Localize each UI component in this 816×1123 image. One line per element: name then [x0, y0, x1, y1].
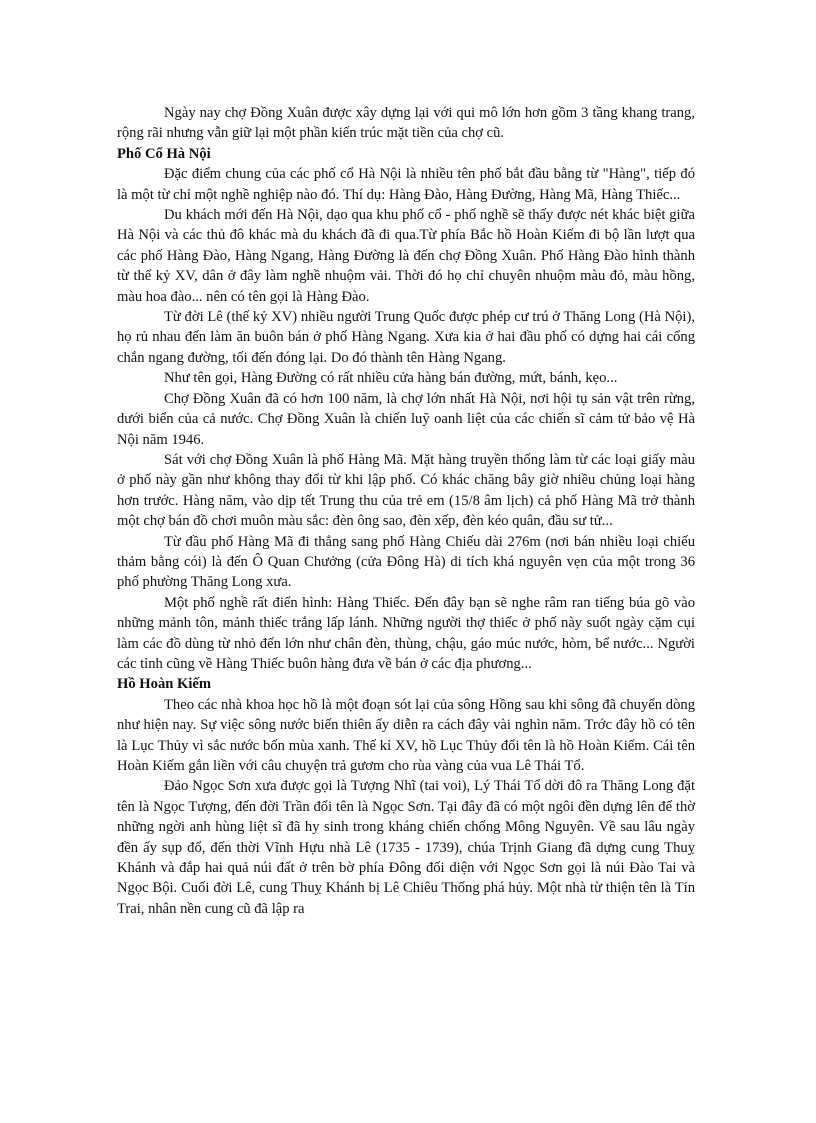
- paragraph: Đảo Ngọc Sơn xưa được gọi là Tượng Nhĩ (tai voi), Lý Thái Tổ dời đô ra Thăng Long đặt tên là Ngọc Tượng, đến đời Trần đổi tên là Ngọc Sơn. Tại đây đã có một ngôi đền dựng lên để thờ những ngời anh hùng liệt sĩ đã hy sinh trong kháng chiến chống Mông Nguyên. Về sau lâu ngày đền ấy sụp đổ, đến thời Vĩnh Hựu nhà Lê (1735 - 1739), chúa Trịnh Giang đã dựng cung Thuỵ Khánh và đắp hai quả núi đất ở trên bờ phía Đông đối diện với Ngọc Sơn gọi là núi Đào Tai và Ngọc Bội. Cuối đời Lê, cung Thuỵ Khánh bị Lê Chiêu Thống phá hủy. Một nhà từ thiện tên là Tín Trai, nhân nền cung cũ đã lập ra: [117, 778, 695, 917]
- paragraph: Như tên gọi, Hàng Đường có rất nhiều cửa hàng bán đường, mứt, bánh, kẹo...: [164, 370, 618, 387]
- intro-paragraph: Ngày nay chợ Đồng Xuân được xây dựng lại với qui mô lớn hơn gồm 3 tầng khang trang, rộng rãi nhưng vẫn giữ lại một phần kiến trúc mặt tiền của chợ cũ.: [117, 105, 695, 142]
- paragraph: Du khách mới đến Hà Nội, dạo qua khu phố cổ - phố nghề sẽ thấy được nét khác biệt giữa Hà Nội và các thủ đô khác mà du khách đã đi qua.Từ phía Bắc hồ Hoàn Kiếm đi bộ lần lượt qua các phố Hàng Đào, Hàng Ngang, Hàng Đường là đến chợ Đồng Xuân. Phố Hàng Đào hình thành từ thế kỷ XV, dân ở đây làm nghề nhuộm vải. Thời đó họ chỉ chuyên nhuộm màu đỏ, màu hồng, màu hoa đào... nên có tên gọi là Hàng Đào.: [117, 207, 695, 305]
- section-heading-old-quarter: Phố Cổ Hà Nội: [117, 145, 211, 162]
- section-old-quarter: [117, 144, 695, 675]
- section-hoan-kiem: [117, 674, 695, 919]
- paragraph: Một phố nghề rất điển hình: Hàng Thiếc. Đến đây bạn sẽ nghe râm ran tiếng búa gõ vào những mảnh tôn, mảnh thiếc trắng lấp lánh. Những người thợ thiếc ở phố này suốt ngày cặm cụi làm các đồ dùng từ nhỏ đến lớn như chân đèn, thùng, chậu, gáo múc nước, hòm, bể nước... Người các tỉnh cũng về Hàng Thiếc buôn hàng đưa về bán ở các địa phương...: [117, 594, 695, 672]
- section-heading-hoan-kiem: Hồ Hoàn Kiếm: [117, 676, 212, 693]
- paragraph: Từ đầu phố Hàng Mã đi thẳng sang phố Hàng Chiếu dài 276m (nơi bán nhiều loại chiếu thảm bằng cói) là đến Ô Quan Chưởng (cửa Đông Hà) di tích khá nguyên vẹn của một trong 36 phố phường Thăng Long xưa.: [117, 533, 695, 591]
- paragraph: Sát với chợ Đồng Xuân là phố Hàng Mã. Mặt hàng truyền thống làm từ các loại giấy màu ở phố này gần như không thay đổi từ khi lập phố. Có khác chăng bây giờ nhiều chủng loại hàng hơn trước. Hàng năm, vào dịp tết Trung thu của trẻ em (15/8 âm lịch) cả phố Hàng Mã trở thành một chợ bán đồ chơi muôn màu sắc: đèn ông sao, đèn xếp, đèn kéo quân, đầu sư tử...: [117, 451, 695, 530]
- paragraph: Chợ Đồng Xuân đã có hơn 100 năm, là chợ lớn nhất Hà Nội, nơi hội tụ sản vật trên rừng, dưới biển của cả nước. Chợ Đồng Xuân là chiến luỹ oanh liệt của các chiến sĩ cảm tử bảo vệ Hà Nội năm 1946.: [117, 390, 695, 448]
- paragraph: Đặc điểm chung của các phố cổ Hà Nội là nhiều tên phố bắt đầu bằng từ "Hàng", tiếp đó là một từ chỉ một nghề nghiệp nào đó. Thí dụ: Hàng Đào, Hàng Đường, Hàng Mã, Hàng Thiếc...: [117, 166, 695, 203]
- document-page: [117, 103, 695, 919]
- paragraph: Theo các nhà khoa học hồ là một đoạn sót lại của sông Hồng sau khi sông đã chuyển dòng như hiện nay. Sự việc sông nước biến thiên ấy diễn ra cách đây vài nghìn năm. Trớc đây hồ có tên là Lục Thủy vì sắc nước bốn mùa xanh. Thế kỉ XV, hồ Lục Thủy đổi tên là hồ Hoàn Kiếm. Cái tên Hoàn Kiếm gắn liền với câu chuyện trả gươm cho rùa vàng của vua Lê Thái Tổ.: [117, 696, 695, 774]
- paragraph: Từ đời Lê (thế kỷ XV) nhiều người Trung Quốc được phép cư trú ở Thăng Long (Hà Nội), họ rủ nhau đến làm ăn buôn bán ở phố Hàng Ngang. Xưa kia ở hai đầu phố có dựng hai cái cổng chắn ngang đường, tối đến đóng lại. Do đó thành tên Hàng Ngang.: [117, 309, 695, 366]
